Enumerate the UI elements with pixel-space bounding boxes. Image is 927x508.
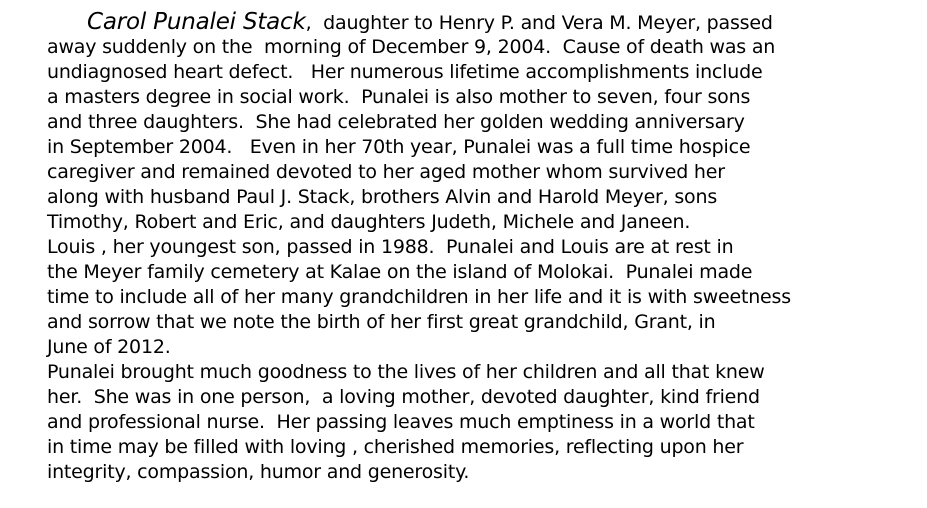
- deceased-name: Carol Punalei Stack: [87, 9, 306, 35]
- text-line: Louis , her youngest son, passed in 1988. Punalei and Louis are at rest in: [47, 236, 734, 258]
- text-line: and three daughters. She had celebrated her golden wedding anniversary: [47, 111, 745, 133]
- text-line: June of 2012.: [47, 336, 171, 358]
- text-line: the Meyer family cemetery at Kalae on the island of Molokai. Punalei made: [47, 261, 753, 283]
- text-line: integrity, compassion, humor and generosity.: [47, 461, 470, 483]
- first-line-rest: , daughter to Henry P. and Vera M. Meyer, passed: [305, 12, 773, 34]
- text-line: her. She was in one person, a loving mother, devoted daughter, kind friend: [47, 386, 760, 408]
- text-line: away suddenly on the morning of December 9, 2004. Cause of death was an: [47, 36, 776, 58]
- text-line: and professional nurse. Her passing leaves much emptiness in a world that: [47, 411, 755, 433]
- text-line: caregiver and remained devoted to her aged mother whom survived her: [47, 161, 725, 183]
- text-line: in time may be filled with loving , cherished memories, reflecting upon her: [47, 436, 744, 458]
- text-line: Punalei brought much goodness to the lives of her children and all that knew: [47, 361, 765, 383]
- text-line: and sorrow that we note the birth of her first great grandchild, Grant, in: [47, 311, 716, 333]
- body-lines: [47, 35, 921, 485]
- text-line-first: [47, 10, 921, 35]
- text-line: time to include all of her many grandchildren in her life and it is with sweetness: [47, 286, 791, 308]
- text-line: a masters degree in social work. Punalei is also mother to seven, four sons: [47, 86, 751, 108]
- text-line: undiagnosed heart defect. Her numerous lifetime accomplishments include: [47, 61, 763, 83]
- text-line: Timothy, Robert and Eric, and daughters Judeth, Michele and Janeen.: [47, 211, 691, 233]
- text-line: in September 2004. Even in her 70th year, Punalei was a full time hospice: [47, 136, 751, 158]
- text-line: along with husband Paul J. Stack, brothers Alvin and Harold Meyer, sons: [47, 186, 718, 208]
